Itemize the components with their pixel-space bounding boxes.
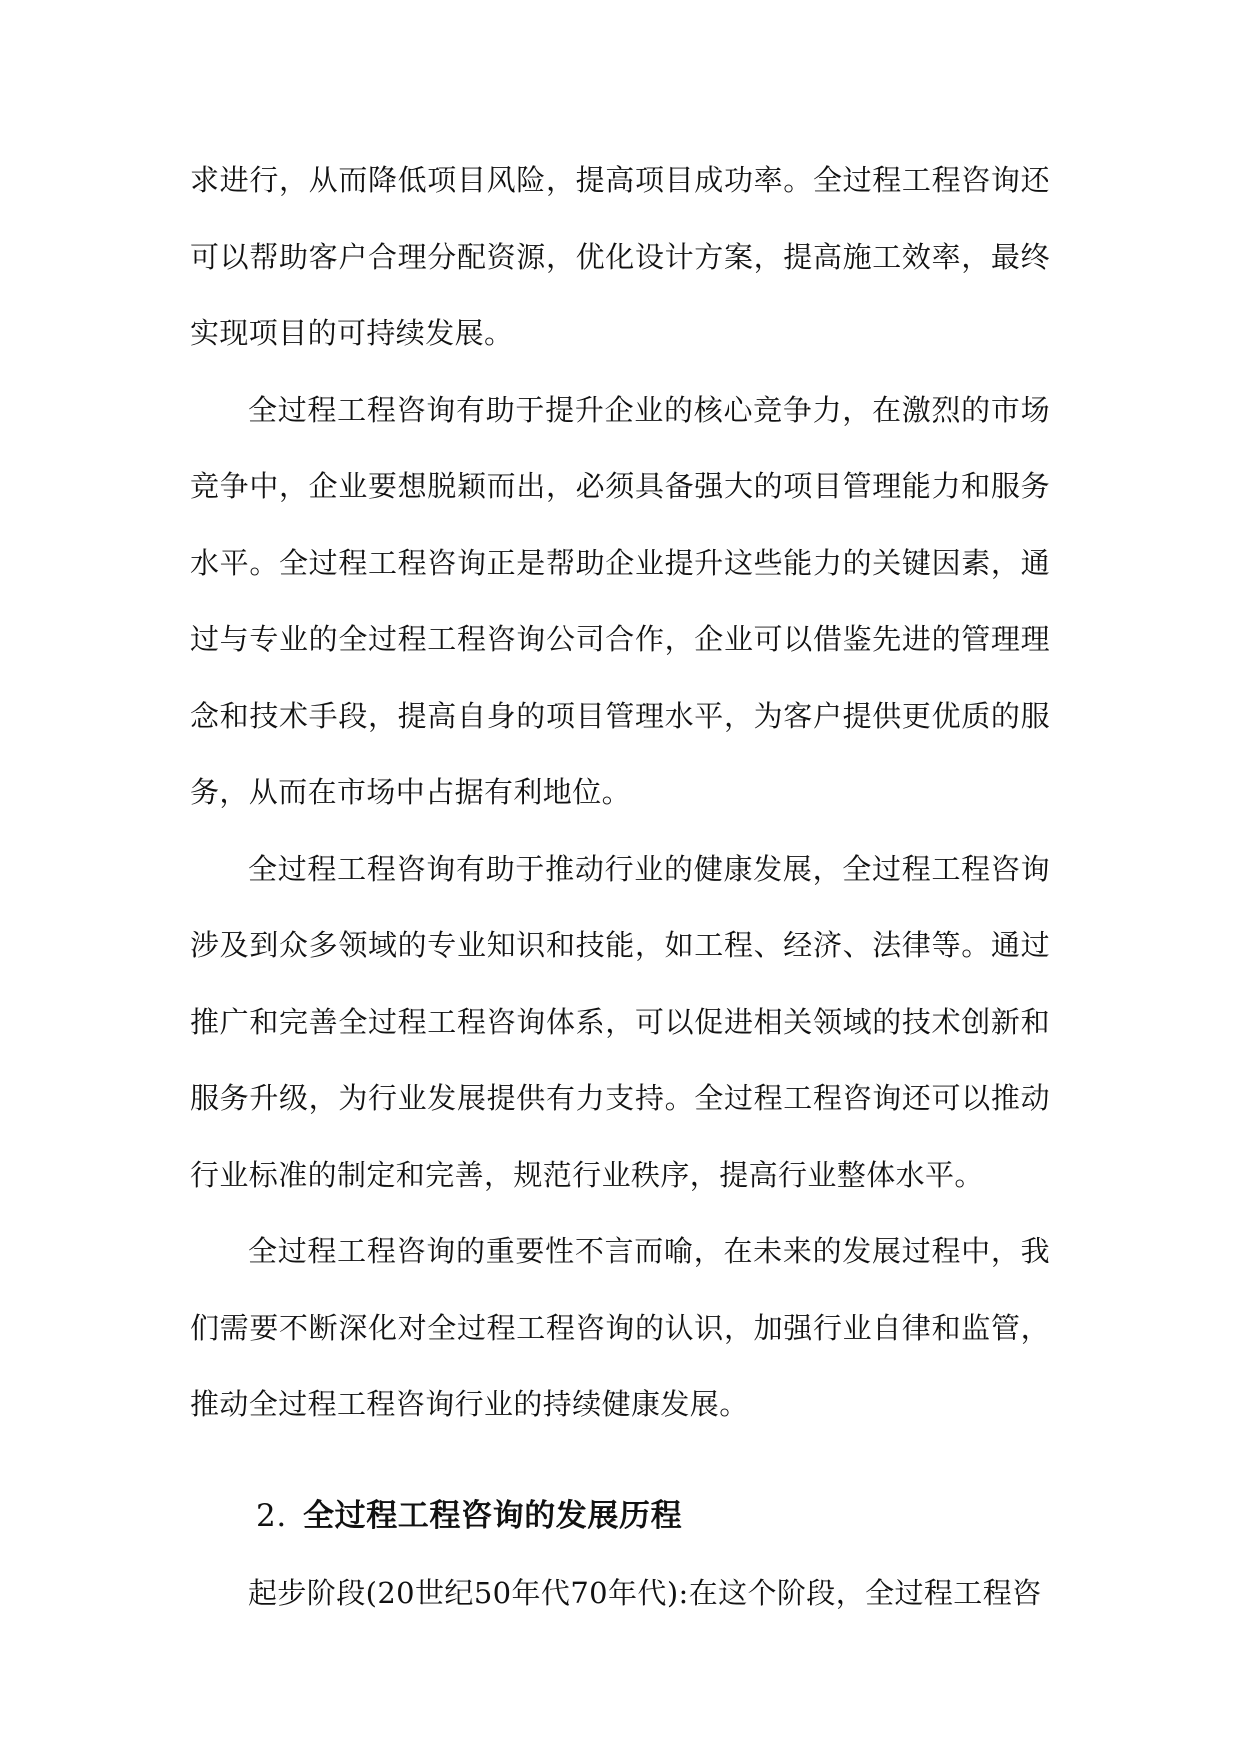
section-number: 2. bbox=[256, 1497, 287, 1534]
paragraph-continuation: 求进行，从而降低项目风险，提高项目成功率。全过程工程咨询还可以帮助客户合理分配资源，优化设计方案，提高施工效率，最终实现项目的可持续发展。 bbox=[190, 163, 1050, 350]
section-title: 全过程工程咨询的发展历程 bbox=[303, 1497, 683, 1534]
section-heading bbox=[190, 1477, 1050, 1555]
paragraph-industry-development: 全过程工程咨询有助于推动行业的健康发展，全过程工程咨询涉及到众多领域的专业知识和技能，如工程、经济、法律等。通过推广和完善全过程工程咨询体系，可以促进相关领域的技术创新和服务升级，为行业发展提供有力支持。全过程工程咨询还可以推动行业标准的制定和完善，规范行业秩序，提高行业整体水平。 bbox=[190, 851, 1050, 1192]
paragraph-core-competitiveness: 全过程工程咨询有助于提升企业的核心竞争力，在激烈的市场竞争中，企业要想脱颖而出，必须具备强大的项目管理能力和服务水平。全过程工程咨询正是帮助企业提升这些能力的关键因素，通过与专业的全过程工程咨询公司合作，企业可以借鉴先进的管理理念和技术手段，提高自身的项目管理水平，为客户提供更优质的服务，从而在市场中占据有利地位。 bbox=[190, 392, 1050, 809]
paragraph-initial-stage: 起步阶段(20世纪50年代70年代):在这个阶段，全过程工程咨 bbox=[248, 1575, 1042, 1610]
paragraph-importance-summary: 全过程工程咨询的重要性不言而喻，在未来的发展过程中，我们需要不断深化对全过程工程咨询的认识，加强行业自律和监管，推动全过程工程咨询行业的持续健康发展。 bbox=[190, 1234, 1050, 1421]
document-body bbox=[190, 142, 1050, 1631]
